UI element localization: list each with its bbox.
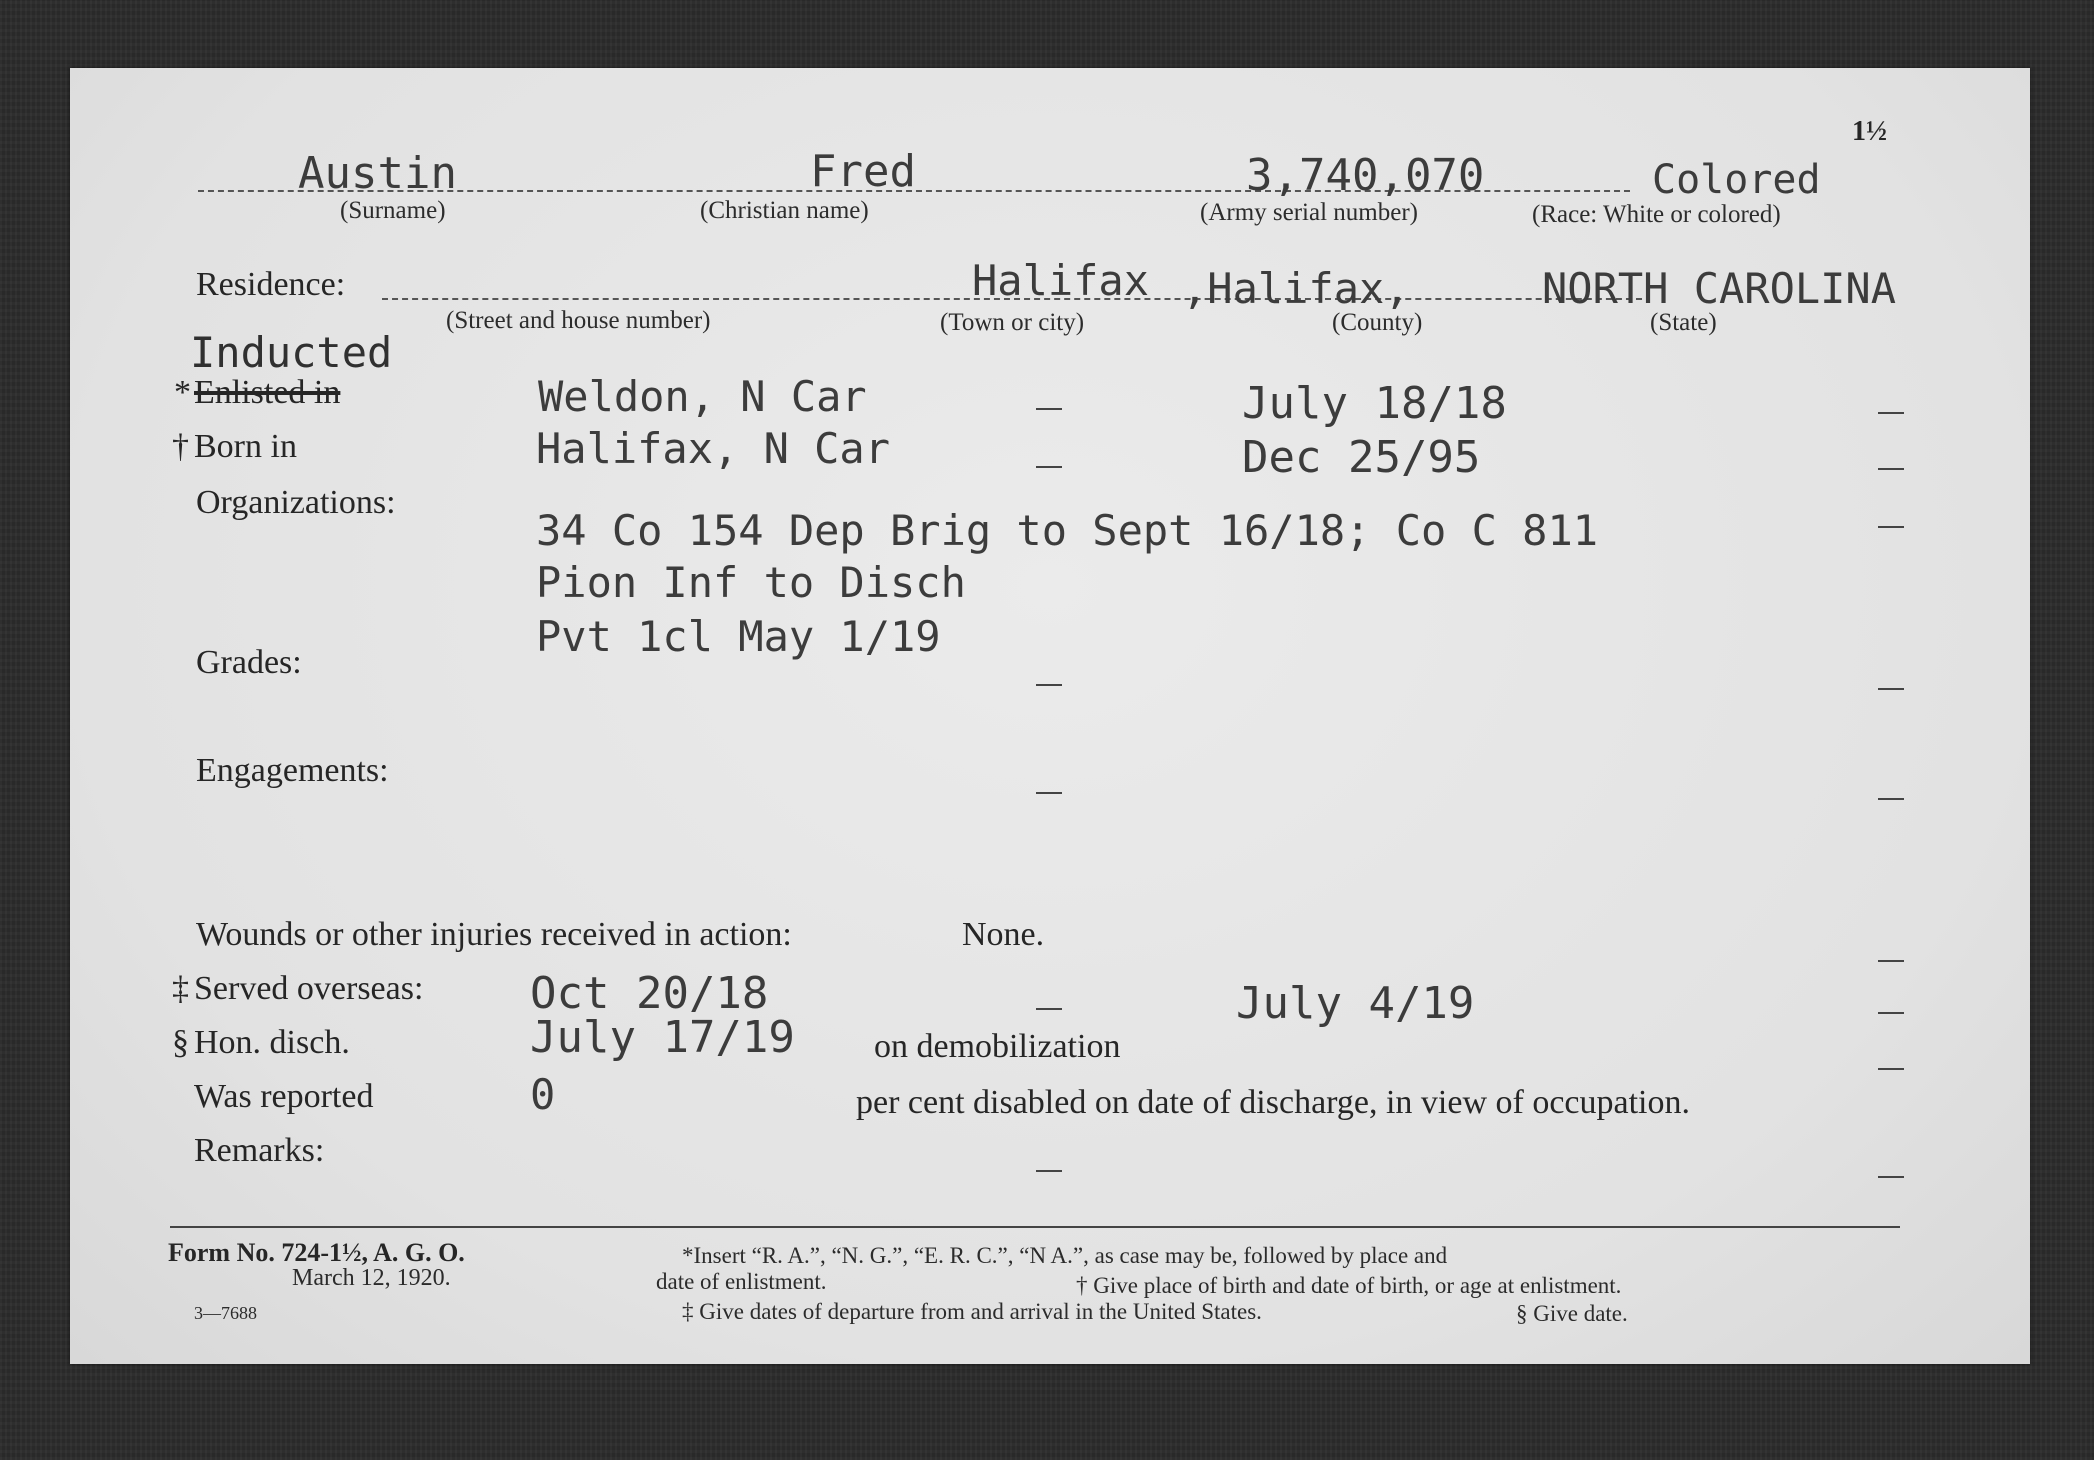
footnote-insert-cont: date of enlistment. xyxy=(656,1269,827,1294)
overseas-arrival-value: July 4/19 xyxy=(1236,978,1475,1029)
town-caption: (Town or city) xyxy=(940,309,1085,336)
organizations-line: 34 Co 154 Dep Brig to Sept 16/18; Co C 811 xyxy=(536,506,1599,555)
enlisted-date-value: July 18/18 xyxy=(1242,378,1507,429)
overseas-mark: ‡ xyxy=(172,970,189,1007)
serial-number-caption: (Army serial number) xyxy=(1200,199,1418,226)
engagements-dash xyxy=(1036,792,1062,794)
discharge-label: Hon. disch. xyxy=(194,1024,350,1061)
footnote-birth: † Give place of birth and date of birth, or age at enlistment. xyxy=(1076,1273,1622,1298)
enlisted-mark: * xyxy=(174,374,191,411)
discharge-end-dash xyxy=(1878,1068,1904,1070)
born-place-value: Halifax, N Car xyxy=(536,424,891,473)
overseas-label: Served overseas: xyxy=(194,970,424,1007)
grades-label: Grades: xyxy=(196,644,302,681)
footnote-discharge: § Give date. xyxy=(1516,1301,1628,1326)
remarks-end-dash xyxy=(1878,1176,1904,1178)
residence-town-value: Halifax xyxy=(972,256,1150,305)
wounds-value: None. xyxy=(962,916,1045,953)
enlisted-place-value: Weldon, N Car xyxy=(538,372,867,421)
race-value: Colored xyxy=(1652,157,1821,203)
service-record-card xyxy=(70,68,2030,1364)
surname-value: Austin xyxy=(298,148,457,199)
reported-value: 0 xyxy=(530,1070,556,1119)
reported-text: per cent disabled on date of discharge, in view of occupation. xyxy=(856,1084,1690,1121)
form-number: Form No. 724-1½, A. G. O. xyxy=(168,1238,465,1267)
street-caption: (Street and house number) xyxy=(446,307,711,334)
form-code: 3—7688 xyxy=(194,1303,257,1323)
enlisted-dash xyxy=(1036,408,1062,410)
race-caption: (Race: White or colored) xyxy=(1532,201,1781,228)
discharge-mark: § xyxy=(172,1024,189,1061)
engagements-label: Engagements: xyxy=(196,752,389,789)
reported-label: Was reported xyxy=(194,1078,374,1115)
organizations-line: Pvt 1cl May 1/19 xyxy=(536,612,941,661)
overseas-dash xyxy=(1036,1008,1062,1010)
discharge-date-value: July 17/19 xyxy=(530,1012,795,1063)
page-number: 1½ xyxy=(1852,116,1887,147)
surname-caption: (Surname) xyxy=(340,197,446,224)
overseas-end-dash xyxy=(1878,1012,1904,1014)
enlisted-label: Enlisted in xyxy=(194,374,341,411)
residence-county-value: ,Halifax, xyxy=(1182,264,1410,313)
engagements-end-dash xyxy=(1878,798,1904,800)
born-mark: † xyxy=(172,428,189,465)
serial-number-value: 3,740,070 xyxy=(1246,150,1485,201)
born-date-value: Dec 25/95 xyxy=(1242,432,1481,483)
wounds-end-dash xyxy=(1878,960,1904,962)
state-caption: (State) xyxy=(1650,309,1717,336)
inducted-overwrite: Inducted xyxy=(190,328,393,377)
christian-name-caption: (Christian name) xyxy=(700,197,869,224)
wounds-label: Wounds or other injuries received in action: xyxy=(196,916,792,953)
remarks-dash xyxy=(1036,1170,1062,1172)
born-dash xyxy=(1036,466,1062,468)
organizations-end-dash xyxy=(1878,526,1904,528)
remarks-label: Remarks: xyxy=(194,1132,325,1169)
footnote-overseas: ‡ Give dates of departure from and arrival in the United States. xyxy=(682,1299,1262,1324)
discharge-note: on demobilization xyxy=(874,1028,1121,1065)
organizations-line: Pion Inf to Disch xyxy=(536,558,966,607)
residence-label: Residence: xyxy=(196,266,346,303)
overseas-departure-value: Oct 20/18 xyxy=(530,968,769,1019)
county-caption: (County) xyxy=(1332,309,1423,336)
footnote-insert: *Insert “R. A.”, “N. G.”, “E. R. C.”, “N A.”, as case may be, followed by place and xyxy=(682,1243,1448,1268)
footer-rule xyxy=(170,1226,1900,1228)
born-end-dash xyxy=(1878,468,1904,470)
organizations-label: Organizations: xyxy=(196,484,396,521)
grades-end-dash xyxy=(1878,688,1904,690)
grades-dash xyxy=(1036,684,1062,686)
born-label: Born in xyxy=(194,428,297,465)
enlisted-end-dash xyxy=(1878,412,1904,414)
residence-state-value: NORTH CAROLINA xyxy=(1542,264,1897,313)
form-date: March 12, 1920. xyxy=(292,1265,451,1291)
christian-name-value: Fred xyxy=(810,146,916,197)
